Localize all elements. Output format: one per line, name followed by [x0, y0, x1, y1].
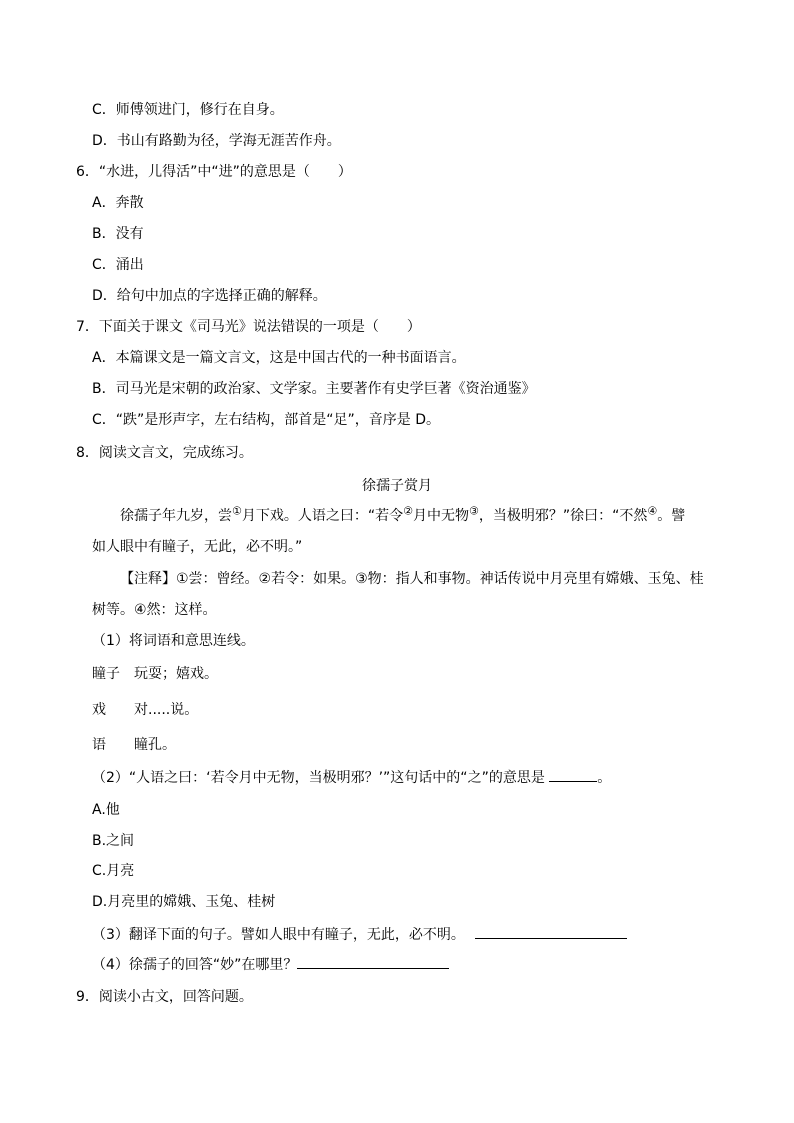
subquestion-2-option-a: A.他 — [92, 802, 120, 818]
option-c-line: C．师傅领进门，修行在自身。 — [92, 102, 284, 118]
question-9: 9．阅读小古文，回答问题。 — [76, 989, 253, 1005]
option-d-line: D．书山有路勤为径，学海无涯苦作舟。 — [92, 133, 341, 149]
circled-number: ④ — [647, 504, 658, 518]
answer-blank[interactable] — [297, 968, 449, 969]
subquestion-4 — [92, 956, 449, 974]
passage-text: 月下戏。人语之曰：“若令 — [241, 508, 404, 524]
passage-line-1 — [120, 504, 686, 525]
answer-blank[interactable] — [549, 781, 597, 782]
annotation-line-1: 【注释】①尝：曾经。②若令：如果。③物：指人和事物。神话传说中月亮里有嫦娥、玉兔、桂 — [120, 571, 704, 587]
circled-number: ③ — [469, 504, 479, 518]
annotation-line-2: 树等。④然：这样。 — [92, 602, 217, 618]
answer-blank[interactable] — [475, 938, 627, 939]
subquestion-4-text: （4）徐孺子的回答“妙”在哪里？ — [92, 957, 298, 973]
subquestion-2-text: （2）“人语之曰：‘若令月中无物，当极明邪？’”这句话中的“之”的意思是 — [92, 770, 545, 786]
question-8: 8．阅读文言文，完成练习。 — [76, 445, 253, 461]
passage-text: 月中无物 — [413, 508, 470, 524]
passage-title: 徐孺子赏月 — [362, 478, 432, 494]
question-7-option-b: B．司马光是宋朝的政治家、文学家。主要著作有史学巨著《资治通鉴》 — [92, 381, 536, 397]
question-7-option-a: A．本篇课文是一篇文言文，这是中国古代的一种书面语言。 — [92, 350, 466, 366]
match-row-3: 语 瞳孔。 — [92, 737, 176, 753]
passage-text: 徐孺子年九岁，尝 — [120, 508, 232, 524]
subquestion-2-end: 。 — [597, 770, 612, 786]
subquestion-3-text: （3）翻译下面的句子。譬如人眼中有瞳子，无此，必不明。 — [92, 927, 465, 943]
question-6-option-a: A．奔散 — [92, 195, 144, 211]
question-7: 7．下面关于课文《司马光》说法错误的一项是（ ） — [76, 319, 421, 335]
question-6: 6．“水进，儿得活”中“进”的意思是（ ） — [76, 164, 352, 180]
question-6-option-c: C．涌出 — [92, 257, 144, 273]
passage-text: ，当极明邪？”徐曰：“不然 — [478, 508, 648, 524]
subquestion-1: （1）将词语和意思连线。 — [92, 633, 255, 649]
match-row-2: 戏 对.....说。 — [92, 702, 199, 718]
passage-text: 。譬 — [657, 508, 686, 524]
circled-number: ① — [232, 504, 242, 518]
question-6-option-d: D．给句中加点的字选择正确的解释。 — [92, 288, 327, 304]
match-row-1: 瞳子 玩耍；嬉戏。 — [92, 666, 218, 682]
question-7-option-c: C．“跌”是形声字，左右结构，部首是“足”，音序是 D。 — [92, 412, 441, 428]
circled-number: ② — [403, 504, 414, 518]
subquestion-2-option-d: D.月亮里的嫦娥、玉兔、桂树 — [92, 894, 276, 910]
subquestion-3 — [92, 926, 627, 944]
subquestion-2 — [92, 769, 611, 787]
subquestion-2-option-b: B.之间 — [92, 833, 135, 849]
subquestion-2-option-c: C.月亮 — [92, 863, 135, 879]
question-6-option-b: B．没有 — [92, 226, 144, 242]
passage-line-2: 如人眼中有瞳子，无此，必不明。” — [92, 539, 303, 555]
